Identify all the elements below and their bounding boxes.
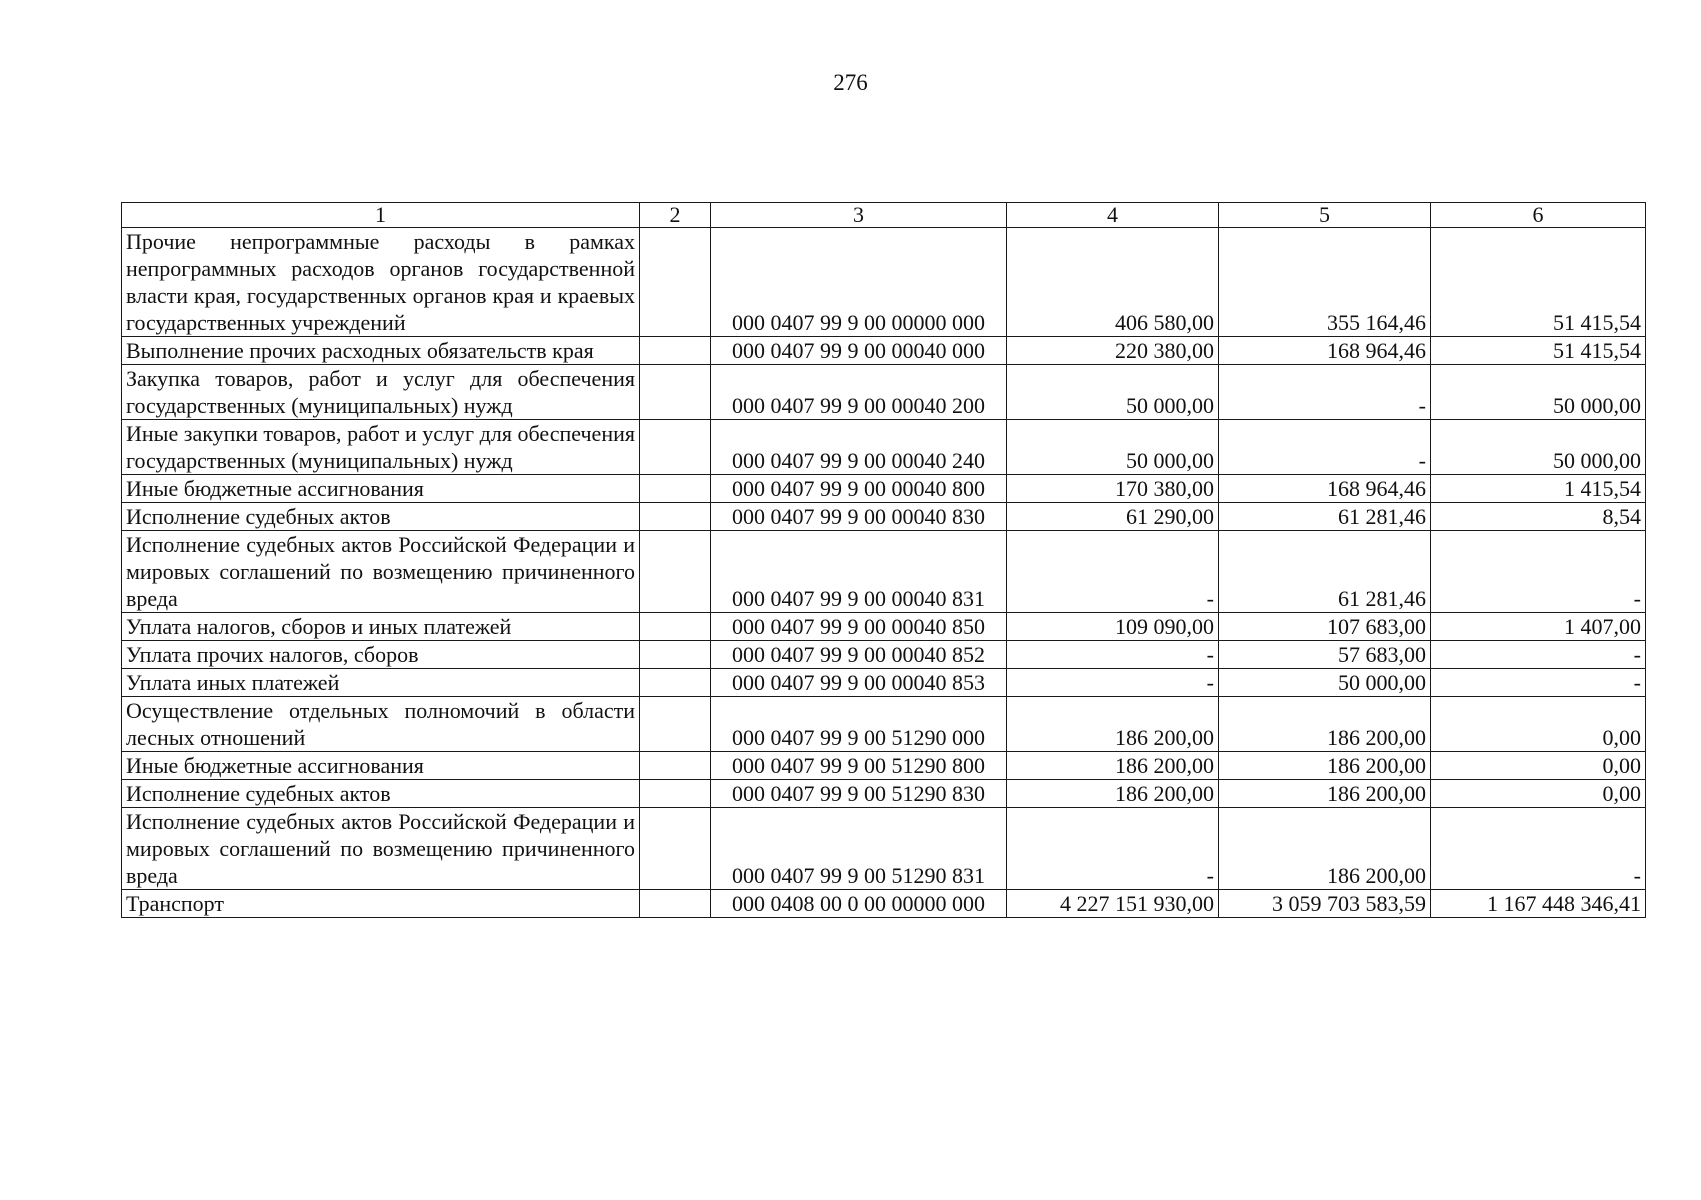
column-header-5: 5 [1219,203,1431,228]
budget-code: 000 0407 99 9 00 00040 240 [711,420,1007,475]
column-6-value: 1 415,54 [1431,475,1646,503]
expense-name: Иные закупки товаров, работ и услуг для обеспечения государственных (муниципальных) нужд [122,420,640,475]
expense-name: Исполнение судебных актов Российской Федерации и мировых соглашений по возмещению причиненного вреда [122,531,640,613]
expense-name: Исполнение судебных актов [122,780,640,808]
column-5-value: 57 683,00 [1219,641,1431,669]
table-row [122,780,1646,808]
column-6-value: - [1431,808,1646,890]
budget-code: 000 0407 99 9 00 00040 000 [711,337,1007,365]
column-6-value: 51 415,54 [1431,228,1646,337]
column-header-6: 6 [1431,203,1646,228]
column-6-value: 50 000,00 [1431,420,1646,475]
column-4-value: - [1007,641,1219,669]
column-5-value: - [1219,365,1431,420]
column-5-value: 186 200,00 [1219,752,1431,780]
expense-name: Осуществление отдельных полномочий в области лесных отношений [122,697,640,752]
column-2-cell [640,752,711,780]
table-row [122,808,1646,890]
budget-code: 000 0407 99 9 00 00040 852 [711,641,1007,669]
column-6-value: 50 000,00 [1431,365,1646,420]
expense-name: Исполнение судебных актов Российской Федерации и мировых соглашений по возмещению причиненного вреда [122,808,640,890]
budget-code: 000 0407 99 9 00 00040 200 [711,365,1007,420]
column-4-value: 50 000,00 [1007,420,1219,475]
expense-name: Выполнение прочих расходных обязательств края [122,337,640,365]
budget-code: 000 0407 99 9 00 00040 850 [711,613,1007,641]
column-2-cell [640,641,711,669]
column-4-value: - [1007,669,1219,697]
budget-code: 000 0407 99 9 00 51290 000 [711,697,1007,752]
column-header-4: 4 [1007,203,1219,228]
column-header-3: 3 [711,203,1007,228]
column-6-value: - [1431,641,1646,669]
column-6-value: 51 415,54 [1431,337,1646,365]
column-2-cell [640,337,711,365]
expense-name: Уплата прочих налогов, сборов [122,641,640,669]
expense-name: Уплата иных платежей [122,669,640,697]
table-row [122,697,1646,752]
column-2-cell [640,669,711,697]
table-row [122,420,1646,475]
column-2-cell [640,697,711,752]
column-4-value: 186 200,00 [1007,752,1219,780]
column-5-value: 168 964,46 [1219,337,1431,365]
column-2-cell [640,365,711,420]
table-row [122,669,1646,697]
column-number-row [122,203,1646,228]
budget-code: 000 0407 99 9 00 00000 000 [711,228,1007,337]
column-2-cell [640,228,711,337]
column-6-value: 1 407,00 [1431,613,1646,641]
column-5-value: 186 200,00 [1219,697,1431,752]
budget-code: 000 0407 99 9 00 00040 831 [711,531,1007,613]
column-6-value: 1 167 448 346,41 [1431,890,1646,918]
column-2-cell [640,475,711,503]
column-5-value: 3 059 703 583,59 [1219,890,1431,918]
column-2-cell [640,808,711,890]
column-4-value: 4 227 151 930,00 [1007,890,1219,918]
column-4-value: 50 000,00 [1007,365,1219,420]
table-row [122,337,1646,365]
table-row [122,365,1646,420]
table-row [122,613,1646,641]
column-5-value: 107 683,00 [1219,613,1431,641]
column-6-value: 8,54 [1431,503,1646,531]
table-row [122,475,1646,503]
column-5-value: 168 964,46 [1219,475,1431,503]
column-6-value: 0,00 [1431,697,1646,752]
column-4-value: - [1007,808,1219,890]
budget-code: 000 0407 99 9 00 51290 800 [711,752,1007,780]
column-5-value: - [1219,420,1431,475]
table-row [122,503,1646,531]
column-2-cell [640,890,711,918]
column-header-2: 2 [640,203,711,228]
table-row [122,531,1646,613]
expense-name: Исполнение судебных актов [122,503,640,531]
column-2-cell [640,780,711,808]
column-2-cell [640,613,711,641]
budget-code: 000 0408 00 0 00 00000 000 [711,890,1007,918]
expense-name: Иные бюджетные ассигнования [122,475,640,503]
column-2-cell [640,503,711,531]
column-5-value: 355 164,46 [1219,228,1431,337]
column-5-value: 186 200,00 [1219,780,1431,808]
table-header [122,203,1646,228]
column-4-value: - [1007,531,1219,613]
budget-code: 000 0407 99 9 00 00040 830 [711,503,1007,531]
column-2-cell [640,420,711,475]
column-5-value: 61 281,46 [1219,531,1431,613]
column-6-value: - [1431,531,1646,613]
budget-code: 000 0407 99 9 00 51290 830 [711,780,1007,808]
table-row [122,752,1646,780]
column-4-value: 220 380,00 [1007,337,1219,365]
expense-name: Закупка товаров, работ и услуг для обеспечения государственных (муниципальных) нужд [122,365,640,420]
expense-name: Транспорт [122,890,640,918]
table-body [122,228,1646,918]
column-header-1: 1 [122,203,640,228]
expense-name: Уплата налогов, сборов и иных платежей [122,613,640,641]
column-6-value: - [1431,669,1646,697]
page-number: 276 [833,70,868,95]
budget-code: 000 0407 99 9 00 00040 800 [711,475,1007,503]
column-4-value: 61 290,00 [1007,503,1219,531]
expense-name: Иные бюджетные ассигнования [122,752,640,780]
column-4-value: 109 090,00 [1007,613,1219,641]
table-row [122,228,1646,337]
expense-name: Прочие непрограммные расходы в рамках непрограммных расходов органов государственной власти края, государственных органов края и краевых государственных учреждений [122,228,640,337]
table-row [122,641,1646,669]
budget-code: 000 0407 99 9 00 00040 853 [711,669,1007,697]
column-5-value: 61 281,46 [1219,503,1431,531]
column-5-value: 50 000,00 [1219,669,1431,697]
column-4-value: 406 580,00 [1007,228,1219,337]
column-4-value: 186 200,00 [1007,697,1219,752]
column-4-value: 186 200,00 [1007,780,1219,808]
column-5-value: 186 200,00 [1219,808,1431,890]
table-row [122,890,1646,918]
budget-code: 000 0407 99 9 00 51290 831 [711,808,1007,890]
column-2-cell [640,531,711,613]
column-4-value: 170 380,00 [1007,475,1219,503]
column-6-value: 0,00 [1431,780,1646,808]
column-6-value: 0,00 [1431,752,1646,780]
budget-execution-table [121,202,1646,918]
